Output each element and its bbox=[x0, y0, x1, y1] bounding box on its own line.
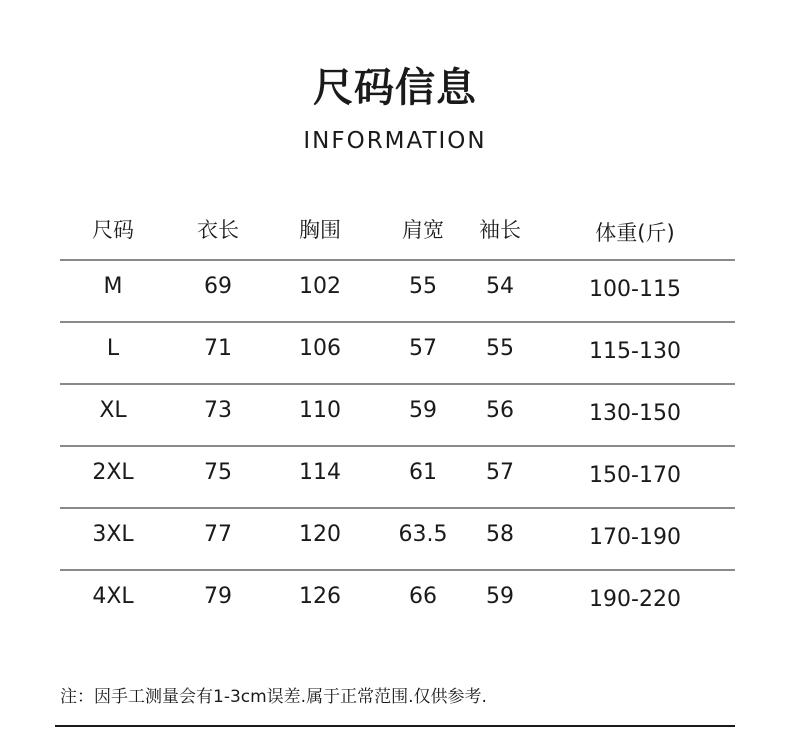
cell-chest: 102 bbox=[299, 274, 341, 299]
cell-weight: 100-115 bbox=[589, 277, 681, 302]
page-title: 尺码信息 bbox=[313, 65, 477, 111]
cell-chest: 120 bbox=[299, 522, 341, 547]
cell-shoulder: 63.5 bbox=[398, 522, 448, 547]
table-row bbox=[60, 569, 735, 631]
table-row bbox=[60, 259, 735, 321]
cell-size: 2XL bbox=[92, 460, 134, 485]
table-row bbox=[60, 321, 735, 383]
measurement-note: 注：因手工测量会有1-3cm误差.属于正常范围.仅供参考. bbox=[60, 687, 487, 707]
cell-sleeve: 55 bbox=[486, 336, 514, 361]
table-header-row bbox=[60, 205, 735, 259]
column-header-weight: 体重(斤) bbox=[595, 221, 675, 245]
cell-weight: 170-190 bbox=[589, 525, 681, 550]
cell-weight: 190-220 bbox=[589, 587, 681, 612]
cell-length: 73 bbox=[204, 398, 232, 423]
cell-chest: 110 bbox=[299, 398, 341, 423]
cell-sleeve: 59 bbox=[486, 584, 514, 609]
cell-size: 4XL bbox=[92, 584, 134, 609]
cell-sleeve: 57 bbox=[486, 460, 514, 485]
column-header-size: 尺码 bbox=[92, 218, 134, 242]
column-header-shoulder: 肩宽 bbox=[402, 218, 444, 242]
bottom-divider bbox=[55, 725, 735, 727]
column-header-length: 衣长 bbox=[197, 218, 239, 242]
cell-chest: 114 bbox=[299, 460, 341, 485]
cell-size: L bbox=[106, 336, 120, 361]
cell-size: 3XL bbox=[92, 522, 134, 547]
cell-shoulder: 61 bbox=[409, 460, 437, 485]
cell-chest: 106 bbox=[299, 336, 341, 361]
cell-weight: 115-130 bbox=[589, 339, 681, 364]
table-row bbox=[60, 445, 735, 507]
cell-sleeve: 54 bbox=[486, 274, 514, 299]
cell-length: 77 bbox=[204, 522, 232, 547]
cell-shoulder: 57 bbox=[409, 336, 437, 361]
cell-weight: 150-170 bbox=[589, 463, 681, 488]
cell-shoulder: 66 bbox=[409, 584, 437, 609]
cell-shoulder: 59 bbox=[409, 398, 437, 423]
cell-length: 69 bbox=[204, 274, 232, 299]
cell-size: XL bbox=[99, 398, 127, 423]
cell-length: 71 bbox=[204, 336, 232, 361]
page-subtitle: INFORMATION bbox=[303, 128, 487, 154]
table-row bbox=[60, 383, 735, 445]
cell-length: 79 bbox=[204, 584, 232, 609]
size-table bbox=[60, 205, 735, 631]
cell-shoulder: 55 bbox=[409, 274, 437, 299]
cell-sleeve: 58 bbox=[486, 522, 514, 547]
cell-weight: 130-150 bbox=[589, 401, 681, 426]
cell-size: M bbox=[103, 274, 123, 299]
column-header-sleeve: 袖长 bbox=[479, 218, 521, 242]
table-row bbox=[60, 507, 735, 569]
cell-chest: 126 bbox=[299, 584, 341, 609]
cell-length: 75 bbox=[204, 460, 232, 485]
column-header-chest: 胸围 bbox=[299, 218, 341, 242]
cell-sleeve: 56 bbox=[486, 398, 514, 423]
